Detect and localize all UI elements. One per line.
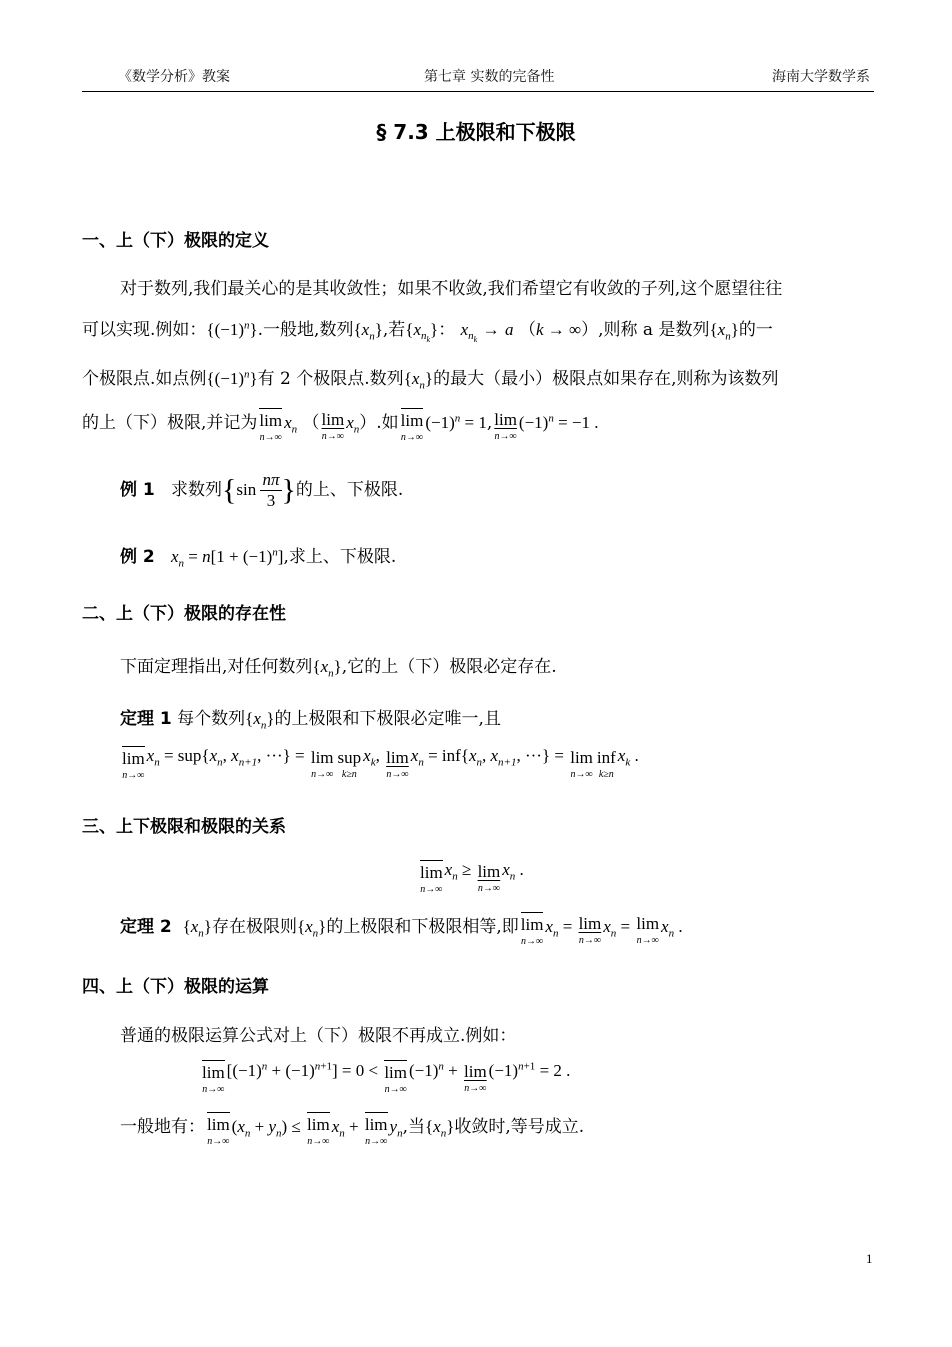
section-1-para-line-1: 对于数列,我们最关心的是其收敛性；如果不收敛,我们希望它有收敛的子列,这个愿望往往 <box>120 279 783 299</box>
section-1-para-line-4: 的上（下）极限,并记为 lim n→∞ $x_n$ （ lim n→∞ $x_n$）.如 lim n→∞ $(-1)^n = 1$, lim n→∞ $(-1)^n = -1$ . <box>82 410 599 443</box>
section-4-heading: 四、上（下）极限的运算 <box>82 977 269 997</box>
section-1-para-line-2: 可以实现.例如：$\{(-1)^n\}$.一般地,数列$\{x_n\}$,若$\{x_{n_k}\}$： $x_{n_k} \to a$ （k → ∞）,则称 a 是数列$\{x_n\}$的一 <box>82 319 773 345</box>
theorem-1-formula: lim n→∞ $x_n = sup\{x_n$, $x_{n+1}$, ···} = lim n→∞ sup k≥n $x_k$, lim n→∞ $x_n = inf\{x_n$, $x_{n+1}$, ···} = lim n→∞ inf k≥n $x_k$ . <box>122 746 639 781</box>
section-2-para: 下面定理指出,对任何数列$\{x_n\}$,它的上（下）极限必定存在. <box>120 657 557 680</box>
example-2: 例 2 $x_n = n[1 + (-1)^n]$,求上、下极限. <box>120 546 397 570</box>
page-number: 1 <box>866 1251 873 1266</box>
section-4-para-2: 一般地有： lim n→∞ $(x_n + y_n) \le \lim$ n→∞ $x_n + \lim$ n→∞ $y_n$,当$\{x_n\}$收敛时,等号成立. <box>120 1112 584 1147</box>
section-1-para-line-3: 个极限点.如点例$\{(-1)^n\}$有 2 个极限点.数列$\{x_n\}$的最大（最小）极限点如果存在,则称为该数列 <box>82 368 779 392</box>
example-1: 例 1 求数列{sin $\frac{n\pi}{3}$ }的上、下极限. <box>120 470 404 510</box>
section-3-formula: lim n→∞ $x_n \ge \lim$ n→∞ $x_n$ . <box>420 860 524 895</box>
section-1-heading: 一、上（下）极限的定义 <box>82 231 269 251</box>
page-title: § 7.3 上极限和下极限 <box>376 120 576 144</box>
header-center: 第七章 实数的完备性 <box>424 69 555 85</box>
section-2-heading: 二、上（下）极限的存在性 <box>82 604 286 624</box>
header-rule <box>82 91 874 92</box>
header-right: 海南大学数学系 <box>772 69 870 85</box>
section-4-para-1: 普通的极限运算公式对上（下）极限不再成立.例如： <box>120 1026 517 1046</box>
section-3-heading: 三、上下极限和极限的关系 <box>82 817 286 837</box>
header-left: 《数学分析》教案 <box>118 69 230 85</box>
theorem-2: 定理 2 $\{x_n\}$存在极限则$\{x_n\}$的上极限和下极限相等,即 lim n→∞ $x_n = \lim$ n→∞ $x_n = \lim$ n→∞ $x_n$ . <box>120 914 683 947</box>
theorem-1: 定理 1 每个数列$\{x_n\}$的上极限和下极限必定唯一,且 <box>120 709 501 732</box>
section-4-formula: lim n→∞ $[(-1)^n + (-1)^{n+1}] = 0 < \lim$ n→∞ $(-1)^n + \lim$ n→∞ $(-1)^{n+1} = 2$ . <box>202 1060 571 1095</box>
